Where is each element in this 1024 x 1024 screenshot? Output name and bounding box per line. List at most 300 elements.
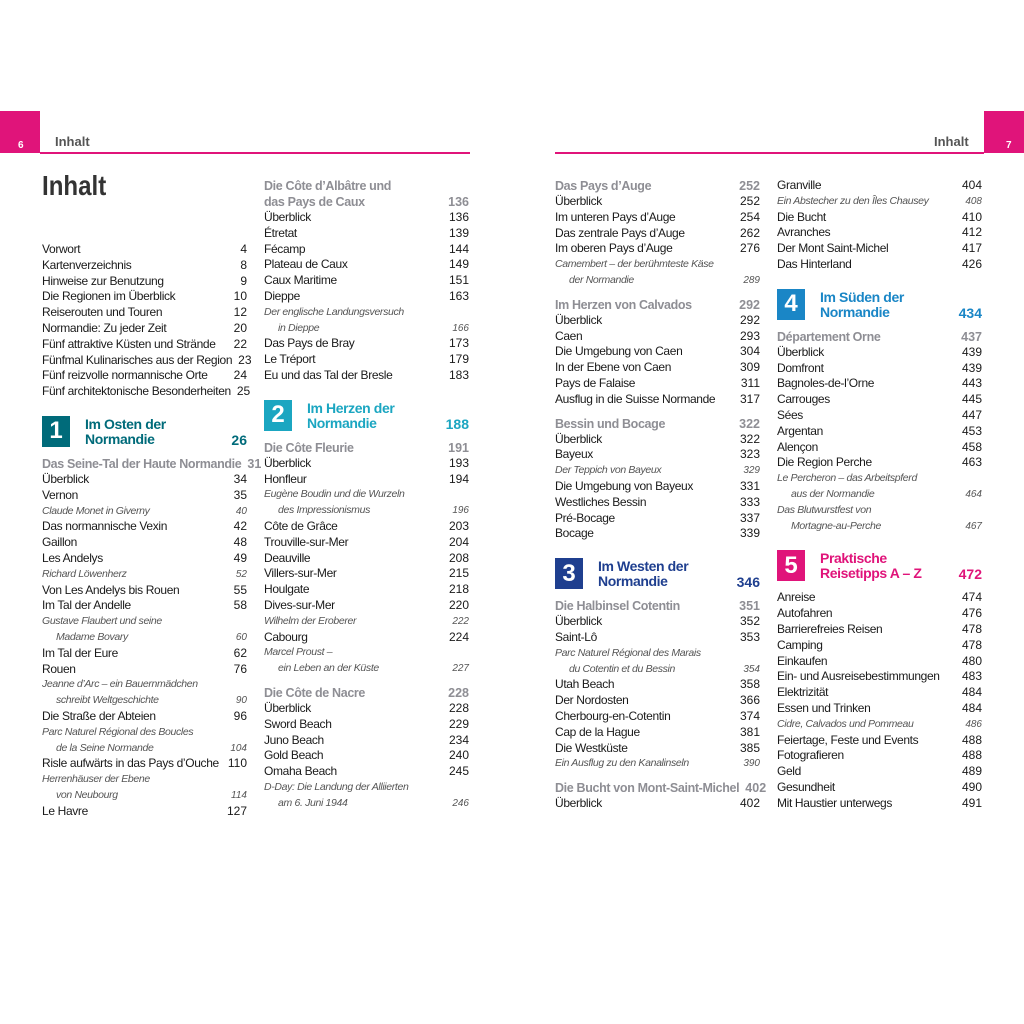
toc-entry[interactable] [777, 701, 982, 717]
toc-entry[interactable] [555, 432, 760, 448]
entry-page: 151 [448, 273, 469, 288]
entry-page: 203 [448, 518, 469, 533]
toc-feature-entry[interactable] [42, 772, 247, 788]
entry-title: Die Umgebung von Caen [555, 344, 683, 359]
entry-title: Cidre, Calvados und Pommeau [777, 717, 914, 730]
toc-entry[interactable] [777, 455, 982, 471]
toc-entry[interactable] [555, 693, 760, 709]
entry-page: 374 [739, 708, 760, 723]
toc-entry[interactable] [777, 669, 982, 685]
chapter-heading[interactable] [264, 400, 469, 432]
entry-page: 90 [235, 695, 247, 707]
toc-entry[interactable] [264, 764, 469, 780]
toc-entry[interactable] [42, 709, 247, 725]
toc-entry[interactable] [555, 526, 760, 542]
entry-page: 410 [961, 209, 982, 224]
entry-page: 23 [238, 352, 252, 367]
toc-section-heading[interactable] [264, 178, 469, 194]
toc-entry[interactable] [777, 345, 982, 361]
toc-entry[interactable] [264, 748, 469, 764]
entry-page: 484 [961, 685, 982, 700]
entry-page: 408 [965, 195, 982, 207]
spacer [777, 534, 982, 546]
spacer [555, 289, 760, 297]
entry-title: Caen [555, 328, 583, 343]
entry-page: 381 [739, 724, 760, 739]
toc-entry[interactable] [555, 677, 760, 693]
entry-title: Bayeux [555, 447, 593, 462]
toc-entry[interactable] [264, 456, 469, 472]
entry-title: Westliches Bessin [555, 494, 647, 509]
entry-title: In der Ebene von Caen [555, 360, 672, 375]
entry-title: Trouville-sur-Mer [264, 534, 349, 549]
toc-feature-entry[interactable] [555, 662, 760, 678]
toc-entry[interactable] [264, 598, 469, 614]
header-rule-left [40, 152, 470, 154]
entry-page: 417 [961, 241, 982, 256]
entry-page: 486 [965, 718, 982, 730]
toc-feature-entry[interactable] [42, 788, 247, 804]
toc-entry[interactable] [777, 622, 982, 638]
toc-entry[interactable] [777, 748, 982, 764]
entry-title: Pays de Falaise [555, 375, 636, 390]
toc-entry[interactable] [777, 210, 982, 226]
chapter-title-line-2: Normandie [820, 303, 890, 320]
entry-page: 366 [739, 693, 760, 708]
entry-page: 289 [743, 274, 760, 286]
toc-entry[interactable] [264, 733, 469, 749]
entry-title: Überblick [777, 344, 824, 359]
entry-page: 402 [739, 796, 760, 811]
toc-section-heading[interactable] [264, 194, 469, 210]
entry-page: 426 [961, 256, 982, 271]
toc-feature-entry[interactable] [42, 725, 247, 741]
spacer [42, 400, 247, 412]
entry-page: 4 [240, 242, 247, 256]
toc-entry[interactable] [264, 242, 469, 258]
toc-feature-entry[interactable] [777, 487, 982, 503]
entry-title: Die Côte Fleurie [264, 440, 354, 455]
running-header-right: Inhalt [934, 134, 969, 149]
toc-entry[interactable] [42, 368, 247, 384]
entry-title: Überblick [555, 796, 602, 811]
entry-title: Das Hinterland [777, 256, 852, 271]
entry-title: Les Andelys [42, 550, 103, 565]
entry-page: 196 [452, 505, 469, 517]
toc-entry[interactable] [555, 194, 760, 210]
entry-page: 488 [961, 748, 982, 763]
toc-entry[interactable] [42, 352, 252, 369]
toc-section-heading[interactable] [264, 685, 469, 701]
entry-title: Im unteren Pays d’Auge [555, 209, 676, 224]
entry-page: 437 [961, 329, 982, 344]
entry-page: 166 [452, 322, 469, 334]
toc-entry[interactable] [42, 583, 247, 599]
entry-page: 104 [230, 742, 247, 754]
entry-title: Überblick [555, 431, 602, 446]
toc-feature-entry[interactable] [42, 677, 247, 693]
toc-column-2 [264, 178, 469, 812]
entry-title: Geld [777, 764, 801, 779]
entry-page: 194 [448, 471, 469, 486]
toc-entry[interactable] [42, 337, 247, 353]
entry-title: Die Umgebung von Bayeux [555, 478, 694, 493]
toc-entry[interactable] [264, 210, 469, 226]
spacer [264, 432, 469, 440]
toc-entry[interactable] [777, 764, 982, 780]
entry-title: Eu und das Tal der Bresle [264, 367, 393, 382]
entry-page: 309 [739, 360, 760, 375]
toc-feature-entry[interactable] [42, 567, 247, 583]
toc-entry[interactable] [555, 495, 760, 511]
toc-entry[interactable] [777, 606, 982, 622]
entry-page: 204 [448, 534, 469, 549]
entry-title: Der Teppich von Bayeux [555, 464, 662, 477]
entry-page: 35 [233, 487, 247, 502]
toc-entry[interactable] [777, 796, 982, 812]
toc-entry[interactable] [264, 551, 469, 567]
entry-title: Feiertage, Feste und Events [777, 732, 919, 747]
entry-page: 173 [448, 336, 469, 351]
entry-title: Einkaufen [777, 653, 828, 668]
entry-page: 483 [961, 669, 982, 684]
entry-title: Risle aufwärts in das Pays d’Ouche [42, 756, 219, 771]
toc-section-heading[interactable] [264, 440, 469, 456]
entry-page: 484 [961, 700, 982, 715]
toc-section-heading[interactable] [555, 178, 760, 194]
toc-feature-entry[interactable] [42, 630, 247, 646]
toc-entry[interactable] [264, 273, 469, 289]
toc-entry[interactable] [777, 257, 982, 273]
entry-page: 110 [227, 756, 247, 771]
toc-feature-entry[interactable] [777, 503, 982, 519]
toc-feature-entry[interactable] [264, 487, 469, 503]
toc-section-heading[interactable] [555, 297, 760, 313]
toc-section-heading[interactable] [555, 780, 767, 796]
entry-title: Alençon [777, 439, 818, 454]
entry-title: Gaillon [42, 535, 77, 550]
toc-column-1 [42, 242, 262, 820]
chapter-title-line-1: Im Osten der [85, 415, 166, 432]
toc-entry[interactable] [555, 479, 760, 495]
entry-page: 58 [233, 598, 247, 613]
toc-entry[interactable] [555, 376, 760, 392]
chapter-title-line-1: Im Süden der [820, 288, 904, 305]
toc-feature-entry[interactable] [264, 661, 469, 677]
toc-entry[interactable] [777, 440, 982, 456]
toc-feature-entry[interactable] [555, 756, 760, 772]
entry-title: Elektrizität [777, 685, 829, 700]
toc-entry[interactable] [777, 654, 982, 670]
toc-entry[interactable] [555, 614, 760, 630]
entry-title: Saint-Lô [555, 629, 597, 644]
toc-entry[interactable] [555, 511, 760, 527]
entry-title: schreibt Weltgeschichte [56, 694, 159, 707]
toc-entry[interactable] [777, 225, 982, 241]
toc-entry[interactable] [777, 376, 982, 392]
toc-entry[interactable] [264, 352, 469, 368]
toc-entry[interactable] [555, 725, 760, 741]
toc-section-heading[interactable] [777, 329, 982, 345]
toc-entry[interactable] [555, 630, 760, 646]
toc-entry[interactable] [264, 582, 469, 598]
toc-entry[interactable] [777, 392, 982, 408]
toc-entry[interactable] [555, 344, 760, 360]
entry-title: Die Bucht von Mont-Saint-Michel [555, 781, 740, 796]
entry-page: 40 [235, 505, 247, 517]
entry-page: 463 [961, 455, 982, 470]
entry-title: Richard Löwenherz [42, 567, 127, 580]
entry-page: 464 [965, 488, 982, 500]
toc-feature-entry[interactable] [777, 519, 982, 535]
entry-title: Im Herzen von Calvados [555, 297, 692, 312]
entry-title: Das Pays d’Auge [555, 179, 652, 193]
entry-title: von Neubourg [56, 788, 118, 801]
chapter-heading[interactable] [555, 558, 760, 590]
chapter-title-line-1: Im Herzen der [307, 399, 395, 416]
toc-feature-entry[interactable] [555, 646, 760, 662]
toc-entry[interactable] [264, 226, 469, 242]
toc-entry[interactable] [264, 336, 469, 352]
toc-entry[interactable] [264, 701, 469, 717]
toc-section-heading[interactable] [42, 456, 262, 472]
entry-title: Im oberen Pays d’Auge [555, 241, 673, 256]
toc-entry[interactable] [555, 392, 760, 408]
entry-page: 234 [448, 732, 469, 747]
entry-page: 447 [961, 407, 982, 422]
entry-title: Reiserouten und Touren [42, 305, 163, 320]
toc-entry[interactable] [264, 519, 469, 535]
entry-page: 476 [961, 606, 982, 621]
entry-title: Fünf attraktive Küsten und Strände [42, 336, 216, 351]
toc-entry[interactable] [264, 257, 469, 273]
entry-title: Jeanne d’Arc – ein Bauernmädchen [42, 678, 198, 691]
toc-feature-entry[interactable] [42, 693, 247, 709]
entry-title: Bagnoles-de-l’Orne [777, 376, 875, 391]
chapter-title [820, 550, 959, 581]
entry-title: Anreise [777, 590, 816, 605]
toc-feature-entry[interactable] [777, 194, 982, 210]
entry-page: 228 [448, 700, 469, 715]
entry-title: Caux Maritime [264, 273, 337, 288]
toc-entry[interactable] [42, 274, 247, 290]
toc-entry[interactable] [42, 551, 247, 567]
toc-entry[interactable] [777, 361, 982, 377]
toc-column-3 [555, 178, 767, 812]
toc-entry[interactable] [42, 488, 247, 504]
chapter-title-line-2: Reisetipps A – Z [820, 565, 922, 582]
toc-entry[interactable] [264, 289, 469, 305]
toc-entry[interactable] [42, 535, 247, 551]
toc-feature-entry[interactable] [264, 645, 469, 661]
toc-entry[interactable] [555, 447, 760, 463]
entry-title: Gesundheit [777, 779, 835, 794]
entry-title: Gustave Flaubert und seine [42, 615, 162, 628]
toc-feature-entry[interactable] [264, 614, 469, 630]
entry-page: 229 [448, 716, 469, 731]
spacer [555, 542, 760, 554]
toc-feature-entry[interactable] [264, 305, 469, 321]
toc-entry[interactable] [555, 226, 760, 242]
toc-entry[interactable] [42, 289, 247, 305]
toc-feature-entry[interactable] [777, 717, 982, 733]
toc-entry[interactable] [555, 796, 760, 812]
entry-page: 42 [233, 519, 247, 534]
toc-feature-entry[interactable] [264, 321, 469, 337]
toc-entry[interactable] [555, 741, 760, 757]
toc-entry[interactable] [42, 472, 247, 488]
entry-page: 136 [448, 210, 469, 224]
entry-title: aus der Normandie [791, 487, 875, 500]
spacer [555, 408, 760, 416]
entry-page: 179 [448, 352, 469, 367]
entry-title: Die Côte de Nacre [264, 685, 366, 700]
toc-entry[interactable] [42, 242, 247, 258]
entry-page: 49 [233, 550, 247, 565]
toc-entry[interactable] [777, 733, 982, 749]
toc-entry[interactable] [777, 590, 982, 606]
entry-page: 490 [961, 779, 982, 794]
toc-entry[interactable] [42, 804, 247, 820]
toc-entry[interactable] [777, 424, 982, 440]
toc-entry[interactable] [42, 598, 247, 614]
entry-page: 311 [740, 375, 760, 390]
toc-entry[interactable] [264, 717, 469, 733]
toc-entry[interactable] [555, 210, 760, 226]
entry-title: Die Halbinsel Cotentin [555, 599, 680, 614]
toc-entry[interactable] [264, 566, 469, 582]
entry-title: Cabourg [264, 629, 308, 644]
toc-entry[interactable] [555, 313, 760, 329]
entry-title: Camping [777, 637, 823, 652]
entry-page: 9 [240, 273, 247, 288]
entry-title: Honfleur [264, 471, 307, 486]
chapter-heading[interactable] [777, 550, 982, 582]
entry-title: Die Westküste [555, 740, 628, 755]
entry-title: Sées [777, 407, 803, 422]
page-number-right: 7 [1006, 140, 1012, 151]
entry-page: 34 [233, 471, 247, 486]
toc-entry[interactable] [555, 709, 760, 725]
toc-entry[interactable] [777, 780, 982, 796]
toc-entry[interactable] [555, 329, 760, 345]
entry-title: Bessin und Bocage [555, 416, 666, 431]
toc-entry[interactable] [777, 408, 982, 424]
toc-feature-entry[interactable] [42, 741, 247, 757]
chapter-heading[interactable] [42, 416, 247, 448]
toc-entry[interactable] [42, 756, 247, 772]
entry-page: 478 [961, 637, 982, 652]
toc-entry[interactable] [42, 384, 251, 400]
toc-entry[interactable] [777, 178, 982, 194]
chapter-title [307, 400, 446, 431]
entry-title: des Impressionismus [278, 504, 370, 517]
entry-title: Die Straße der Abteien [42, 708, 156, 723]
entry-title: Kartenverzeichnis [42, 257, 132, 272]
chapter-title [820, 289, 959, 320]
entry-title: Claude Monet in Giverny [42, 504, 150, 517]
entry-page: 10 [233, 289, 247, 304]
entry-page: 304 [739, 344, 760, 359]
entry-page: 76 [233, 661, 247, 676]
entry-page: 193 [448, 455, 469, 470]
toc-feature-entry[interactable] [264, 796, 469, 812]
entry-title: Cap de la Hague [555, 724, 640, 739]
entry-page: 252 [739, 194, 760, 208]
entry-page: 215 [448, 566, 469, 581]
toc-entry[interactable] [42, 662, 247, 678]
toc-entry[interactable] [555, 241, 760, 257]
entry-page: 322 [739, 416, 760, 431]
toc-entry[interactable] [777, 241, 982, 257]
entry-title: Die Region Perche [777, 455, 872, 470]
toc-entry[interactable] [264, 630, 469, 646]
toc-feature-entry[interactable] [555, 257, 760, 273]
entry-page: 62 [233, 645, 247, 660]
toc-entry[interactable] [42, 305, 247, 321]
entry-page: 329 [743, 465, 760, 477]
entry-page: 488 [961, 732, 982, 747]
toc-entry[interactable] [42, 258, 247, 274]
entry-title: Barrierefreies Reisen [777, 621, 883, 636]
toc-feature-entry[interactable] [42, 504, 247, 520]
entry-page: 354 [743, 663, 760, 675]
toc-column-4 [777, 178, 982, 812]
entry-title: Omaha Beach [264, 764, 337, 779]
entry-page: 48 [233, 535, 247, 550]
toc-section-heading[interactable] [555, 598, 760, 614]
entry-title: Houlgate [264, 582, 310, 597]
toc-entry[interactable] [42, 646, 247, 662]
entry-page: 276 [739, 241, 760, 256]
entry-title: Das normannische Vexin [42, 519, 168, 534]
toc-entry[interactable] [555, 360, 760, 376]
entry-page: 439 [961, 360, 982, 375]
toc-entry[interactable] [264, 472, 469, 488]
chapter-page: 188 [445, 415, 469, 432]
entry-title: Hinweise zur Benutzung [42, 273, 164, 288]
chapter-heading[interactable] [777, 289, 982, 321]
toc-feature-entry[interactable] [555, 463, 760, 479]
entry-page: 60 [235, 631, 247, 643]
toc-feature-entry[interactable] [777, 471, 982, 487]
toc-section-heading[interactable] [555, 416, 760, 432]
chapter-title [85, 416, 231, 447]
entry-title: de la Seine Normande [56, 741, 154, 754]
entry-page: 240 [448, 748, 469, 763]
entry-title: Deauville [264, 550, 311, 565]
toc-entry[interactable] [264, 535, 469, 551]
toc-entry[interactable] [42, 519, 247, 535]
toc-feature-entry[interactable] [42, 614, 247, 630]
toc-feature-entry[interactable] [264, 780, 469, 796]
toc-entry[interactable] [777, 685, 982, 701]
toc-entry[interactable] [264, 368, 469, 384]
entry-title: Carrouges [777, 392, 830, 407]
toc-feature-entry[interactable] [555, 273, 760, 289]
toc-entry[interactable] [777, 638, 982, 654]
entry-title: am 6. Juni 1944 [278, 796, 348, 809]
chapter-number-badge: 2 [264, 400, 292, 431]
toc-feature-entry[interactable] [264, 503, 469, 519]
spacer [777, 321, 982, 329]
entry-page: 183 [448, 367, 469, 382]
spacer [777, 582, 982, 590]
entry-title: Überblick [555, 614, 602, 629]
toc-entry[interactable] [42, 321, 247, 337]
entry-title: Das Blutwurstfest von [777, 503, 872, 516]
entry-title: Fünfmal Kulinarisches aus der Region [42, 352, 233, 367]
